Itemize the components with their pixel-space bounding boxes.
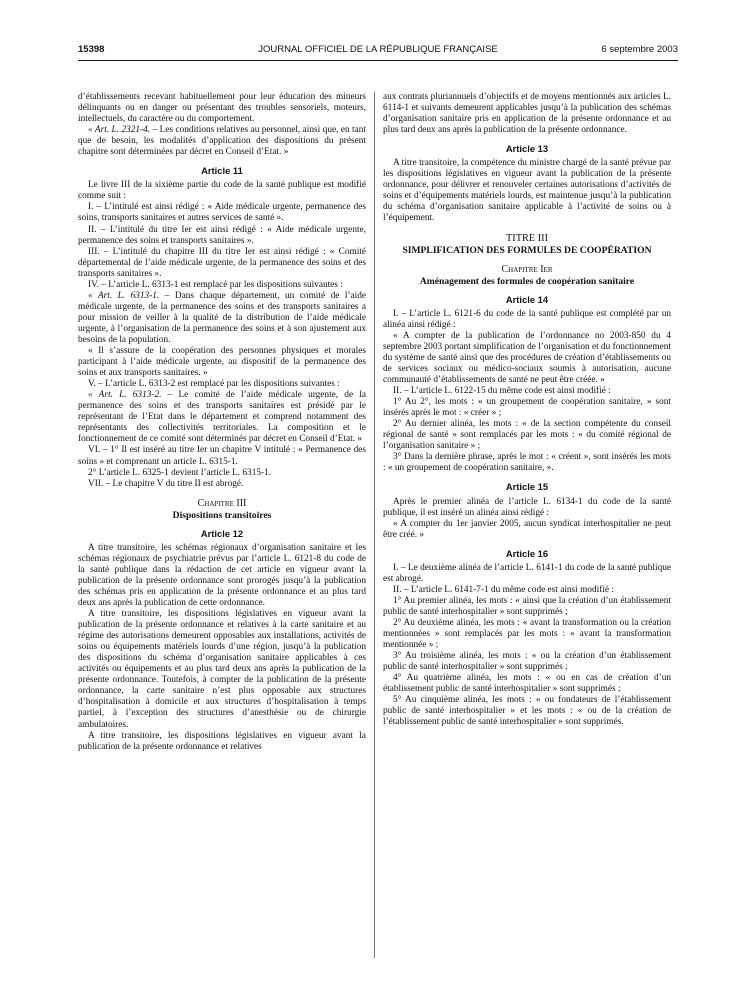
article-heading: Article 15: [505, 481, 549, 493]
paragraph: d’établissements recevant habituellement pour leur éducation des mineurs délinquants ou en danger ou présentant des troubles sensoriels, moteurs, intellectuels, du caractère ou du comportement.: [78, 92, 366, 125]
article-heading: Article 12: [200, 527, 244, 539]
article-reference: « Art. L. 6313-1.: [88, 290, 160, 301]
paragraph: « A compter de la publication de l’ordonnance no 2003-850 du 4 septembre 2003 portant simplification de l’organisation et du fonctionnement du système de santé ainsi que des procédures de création d’établissements ou de services sociaux ou médico-sociaux soumis à autorisation, aucune communauté d’établissements de santé ne peut être créée. »: [383, 330, 671, 386]
chapter-heading: Chapitre Ier: [501, 263, 553, 275]
article-heading: Article 13: [505, 143, 549, 155]
paragraph: A titre transitoire, les dispositions législatives en vigueur avant la publication de la présente ordonnance et relatives à la carte sanitaire et au régime des autorisations demeurent opposables aux installations, activités de soins ou équipements matériels lourds d’une région, jusqu’à la publication des dispositions du schéma d’organisation sanitaire applicables à ces activités ou équipements et au plus tard deux ans après la publication de la présente ordonnance. Toutefois, à compter de la publication de la présente ordonnance, la carte sanitaire n’est plus opposable aux structures d’hospitalisation à domicile et aux structures d’hospitalisation à temps partiel, à l’exception des structures d’anesthésie ou de chirurgie ambulatoires.: [78, 609, 366, 730]
chapter-title: Aménagement des formules de coopération sanitaire: [419, 275, 635, 287]
paragraph: I. – L’intitulé est ainsi rédigé : « Aide médicale urgente, permanence des soins, transports sanitaires et autres services de santé ».: [78, 202, 366, 224]
article-heading: Article 14: [505, 293, 549, 305]
article-reference: « Art. L. 2321-4.: [88, 125, 151, 136]
paragraph: VII. – Le chapitre V du titre II est abrogé.: [88, 478, 244, 489]
journal-title: JOURNAL OFFICIEL DE LA RÉPUBLIQUE FRANÇAISE: [258, 44, 498, 55]
page-header: [78, 44, 678, 58]
paragraph: 2° L’article L. 6325-1 devient l’article L. 6315-1.: [88, 467, 272, 478]
paragraph: A titre transitoire, les schémas régionaux d’organisation sanitaire et les schémas régionaux de psychiatrie prévus par l’article L. 6121-8 du code de la santé publique dans la rédaction de cet article en vigueur avant la publication de la présente ordonnance sont prorogés jusqu’à la publication des schémas pris en application de la présente ordonnance et au plus tard deux ans après la publication de cette ordonnance.: [78, 542, 366, 609]
paragraph: VI. – 1° Il est inséré au titre Ier un chapitre V intitulé : « Permanence des soins » et comprenant un article L. 6315-1.: [78, 445, 366, 467]
paragraph: A titre transitoire, la compétence du ministre chargé de la santé prévue par les dispositions législatives en vigueur avant la publication de la présente ordonnance, pour délivrer et renouveler certaines autorisations d’activités de soins et d’équipements matériels lourds, est maintenue jusqu’à la publication du schéma d’organisation sanitaire applicable à l’activité de soins ou à l’équipement.: [383, 158, 671, 224]
header-rule: [78, 60, 678, 61]
paragraph: II. – L’intitulé du titre Ier est ainsi rédigé : « Aide médicale urgente, permanence des soins et transports sanitaires ».: [78, 224, 366, 246]
paragraph: I. – Le deuxième alinéa de l’article L. 6141-1 du code de la santé publique est abrogé.: [383, 562, 671, 584]
issue-date: 6 septembre 2003: [601, 44, 678, 55]
paragraph: 5° Au cinquième alinéa, les mots : « ou fondateurs de l’établissement public de santé interhospitalier » et les mots : « ou de la création de l’établissement public de santé interhospitalier » sont supprimés.: [383, 695, 671, 728]
paragraph: 3° Au troisième alinéa, les mots : « ou la création d’un établissement public de santé interhospitalier » sont supprimés ;: [383, 651, 671, 673]
paragraph: « A compter du 1er janvier 2005, aucun syndicat interhospitalier ne peut être créé. »: [383, 518, 671, 540]
paragraph: 1° Au 2°, les mots : « un groupement de coopération sanitaire, » sont insérés après le mot : « créer » ;: [383, 397, 671, 419]
paragraph: Le livre III de la sixième partie du code de la santé publique est modifié comme suit :: [78, 180, 366, 202]
paragraph: « Art. L. 2321-4. – Les conditions relatives au personnel, ainsi que, en tant que de besoin, les modalités d’application des dispositions du présent chapitre sont déterminées par décret en Conseil d’Etat. »: [78, 125, 366, 158]
page-number: 15398: [78, 44, 105, 55]
right-column: [383, 92, 671, 728]
paragraph: « Art. L. 6313-2. – Le comité de l’aide médicale urgente, de la permanence des soins et des transports sanitaires est présidé par le représentant de l’Etat dans le département et comprend notamment des représentants des collectivités territoriales. La composition et le fonctionnement de ce comité sont déterminés par décret en Conseil d’Etat. »: [78, 390, 366, 445]
paragraph: V. – L’article L. 6313-2 est remplacé par les dispositions suivantes :: [88, 379, 340, 390]
paragraph: « Il s’assure de la coopération des personnes physiques et morales participant à l’aide médicale urgente, au dispositif de la permanence des soins et aux transports sanitaires. »: [78, 346, 366, 379]
paragraph: aux contrats pluriannuels d’objectifs et de moyens mentionnés aux articles L. 6114-1 et suivants demeurent applicables jusqu’à la publication des schémas d’organisation sanitaire pris en application de la présente ordonnance et au plus tard deux ans après la publication de la présente ordonnance.: [383, 92, 671, 136]
paragraph: « Art. L. 6313-1. – Dans chaque département, un comité de l’aide médicale urgente, de la permanence des soins et des transports sanitaires a pour mission de veiller à la qualité de la distribution de l’aide médicale urgente, à l’organisation de la permanence des soins et à son ajustement aux besoins de la population.: [78, 290, 366, 345]
paragraph: II. – L’article L. 6122-15 du même code est ainsi modifié :: [393, 386, 611, 397]
chapter-heading: Chapitre III: [197, 497, 247, 509]
paragraph: 2° Au dernier alinéa, les mots : « de la section compétente du conseil régional de santé » sont remplacés par les mots : « du comité régional de l’organisation sanitaire » ;: [383, 419, 671, 452]
article-heading: Article 11: [201, 165, 243, 177]
paragraph: IV. – L’article L. 6313-1 est remplacé par les dispositions suivantes :: [88, 279, 343, 290]
paragraph: 2° Au deuxième alinéa, les mots : « avant la transformation ou la création mentionnées » sont remplacés par les mots : « avant la transformation mentionnée » ;: [383, 617, 671, 651]
article-heading: Article 16: [505, 547, 549, 559]
article-reference: « Art. L. 6313-2.: [88, 390, 162, 401]
paragraph: 3° Dans la dernière phrase, après le mot : « créent », sont insérés les mots : « un groupement de coopération sanitaire, ».: [383, 452, 671, 474]
chapter-title: Dispositions transitoires: [172, 509, 272, 521]
paragraph: III. – L’intitulé du chapitre III du titre Ier est ainsi rédigé : « Comité départemental de l’aide médicale urgente, de la permanence des soins et des transports sanitaires ».: [78, 246, 366, 279]
paragraph: I. – L’article L. 6121-6 du code de la santé publique est complété par un alinéa ainsi rédigé :: [383, 308, 671, 330]
left-column: [78, 92, 366, 753]
paragraph: Après le premier alinéa de l’article L. 6134-1 du code de la santé publique, il est inséré un alinéa ainsi rédigé :: [383, 496, 671, 518]
paragraph: 1° Au premier alinéa, les mots : « ainsi que la création d’un établissement public de santé interhospitalier » sont supprimés ;: [383, 595, 671, 617]
paragraph: A titre transitoire, les dispositions législatives en vigueur avant la publication de la présente ordonnance et relatives: [78, 730, 366, 752]
paragraph: II. – L’article L. 6141-7-1 du même code est ainsi modifié :: [393, 584, 614, 595]
paragraph: 4° Au quatrième alinéa, les mots : « ou en cas de création d’un établissement public de santé interhospitalier » sont supprimés ;: [383, 673, 671, 695]
titre-heading: TITRE III: [505, 232, 549, 244]
titre-title: SIMPLIFICATION DES FORMULES DE COOPÉRATION: [402, 244, 652, 256]
column-divider: [374, 92, 375, 958]
